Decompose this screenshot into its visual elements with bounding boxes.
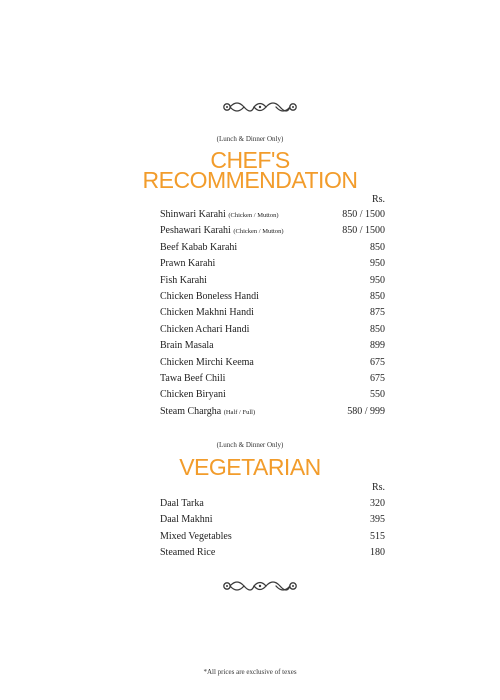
menu-item-name — [160, 223, 284, 240]
menu-item-title: Tawa Beef Chili — [160, 372, 226, 384]
menu-item — [160, 256, 385, 272]
menu-item-price: 515 — [370, 530, 385, 542]
menu-item-title: Peshawari Karahi — [160, 225, 231, 237]
menu-item-title: Fish Karahi — [160, 274, 207, 286]
menu-item-name — [160, 289, 259, 305]
menu-item-price: 675 — [370, 372, 385, 384]
chefs-availability-note: (Lunch & Dinner Only) — [216, 135, 284, 143]
menu-item-name — [160, 273, 207, 289]
vegetarian-availability-note: (Lunch & Dinner Only) — [216, 441, 284, 449]
menu-item-name — [160, 322, 249, 338]
menu-item-name — [160, 496, 204, 512]
menu-item — [160, 322, 385, 338]
menu-item-variant: (Chicken / Mutton) — [228, 212, 279, 219]
menu-item — [160, 387, 385, 403]
vegetarian-menu-list — [160, 496, 385, 562]
chefs-title-line2: RECOMMENDATION — [142, 167, 358, 193]
menu-item-name — [160, 529, 232, 545]
menu-item — [160, 240, 385, 256]
menu-item-price: 850 — [370, 290, 385, 302]
menu-item-title: Steamed Rice — [160, 547, 216, 559]
menu-item — [160, 338, 385, 354]
menu-item-title: Steam Chargha — [160, 405, 222, 417]
menu-item-title: Chicken Biryani — [160, 389, 226, 401]
menu-item-price: 320 — [370, 498, 385, 509]
chefs-menu-list — [160, 207, 385, 420]
menu-item-variant: (Half / Full) — [223, 408, 256, 416]
menu-item — [160, 371, 385, 387]
menu-item-name — [160, 545, 215, 561]
menu-item-price: 675 — [370, 356, 385, 368]
menu-item-name — [160, 387, 226, 403]
scroll-ornament-icon — [220, 98, 300, 116]
menu-item — [160, 355, 385, 371]
menu-item-title: Chicken Makhni Handi — [160, 307, 254, 319]
menu-item-price: 395 — [370, 514, 385, 526]
chefs-title-line1: CHEF'S — [210, 147, 290, 173]
price-footnote: *All prices are exclusive of texes — [203, 668, 297, 676]
chefs-currency-label: Rs. — [371, 194, 385, 205]
menu-item-name — [160, 355, 254, 371]
menu-item-title: Daal Makhni — [160, 514, 213, 526]
menu-item-name — [160, 256, 215, 272]
menu-item-name — [160, 512, 213, 528]
menu-item-price: 180 — [370, 547, 385, 559]
menu-item-price: 850 / 1500 — [342, 209, 385, 220]
menu-item-title: Prawn Karahi — [160, 258, 216, 270]
menu-item — [160, 289, 385, 305]
menu-item-price: 950 — [370, 258, 385, 270]
menu-item-price: 580 / 999 — [347, 405, 385, 417]
menu-item — [160, 223, 385, 239]
menu-item-title: Chicken Achari Handi — [160, 323, 250, 335]
menu-item-title: Shinwari Karahi — [160, 209, 226, 220]
menu-item-price: 850 — [370, 241, 385, 253]
menu-item — [160, 404, 385, 420]
menu-item-price: 875 — [370, 307, 385, 319]
menu-item-price: 850 / 1500 — [342, 225, 385, 237]
menu-item-title: Chicken Mirchi Keema — [160, 356, 254, 368]
vegetarian-currency-label: Rs. — [371, 482, 385, 493]
menu-item — [160, 545, 385, 561]
menu-item-title: Beef Kabab Karahi — [160, 241, 238, 253]
menu-item-title: Mixed Vegetables — [160, 530, 232, 542]
menu-item-name — [160, 305, 254, 321]
menu-item — [160, 273, 385, 289]
menu-item-name — [160, 371, 225, 387]
menu-item-price: 850 — [370, 323, 385, 335]
menu-item-price: 550 — [370, 389, 385, 401]
menu-item-price: 899 — [370, 340, 385, 352]
menu-item-title: Daal Tarka — [160, 498, 204, 509]
menu-item-variant: (Chicken / Mutton) — [233, 228, 284, 236]
menu-item-name — [160, 404, 255, 421]
menu-item — [160, 305, 385, 321]
vegetarian-title: VEGETARIAN — [179, 454, 321, 480]
menu-item — [160, 207, 385, 223]
menu-item-name — [160, 240, 237, 256]
menu-item — [160, 529, 385, 545]
menu-item-name — [160, 338, 214, 354]
menu-item — [160, 512, 385, 528]
menu-item-name — [160, 207, 279, 224]
menu-item-price: 950 — [370, 274, 385, 286]
menu-item-title: Chicken Boneless Handi — [160, 290, 259, 302]
menu-item-title: Brain Masala — [160, 340, 214, 352]
menu-item — [160, 496, 385, 512]
scroll-ornament-icon — [220, 577, 300, 595]
